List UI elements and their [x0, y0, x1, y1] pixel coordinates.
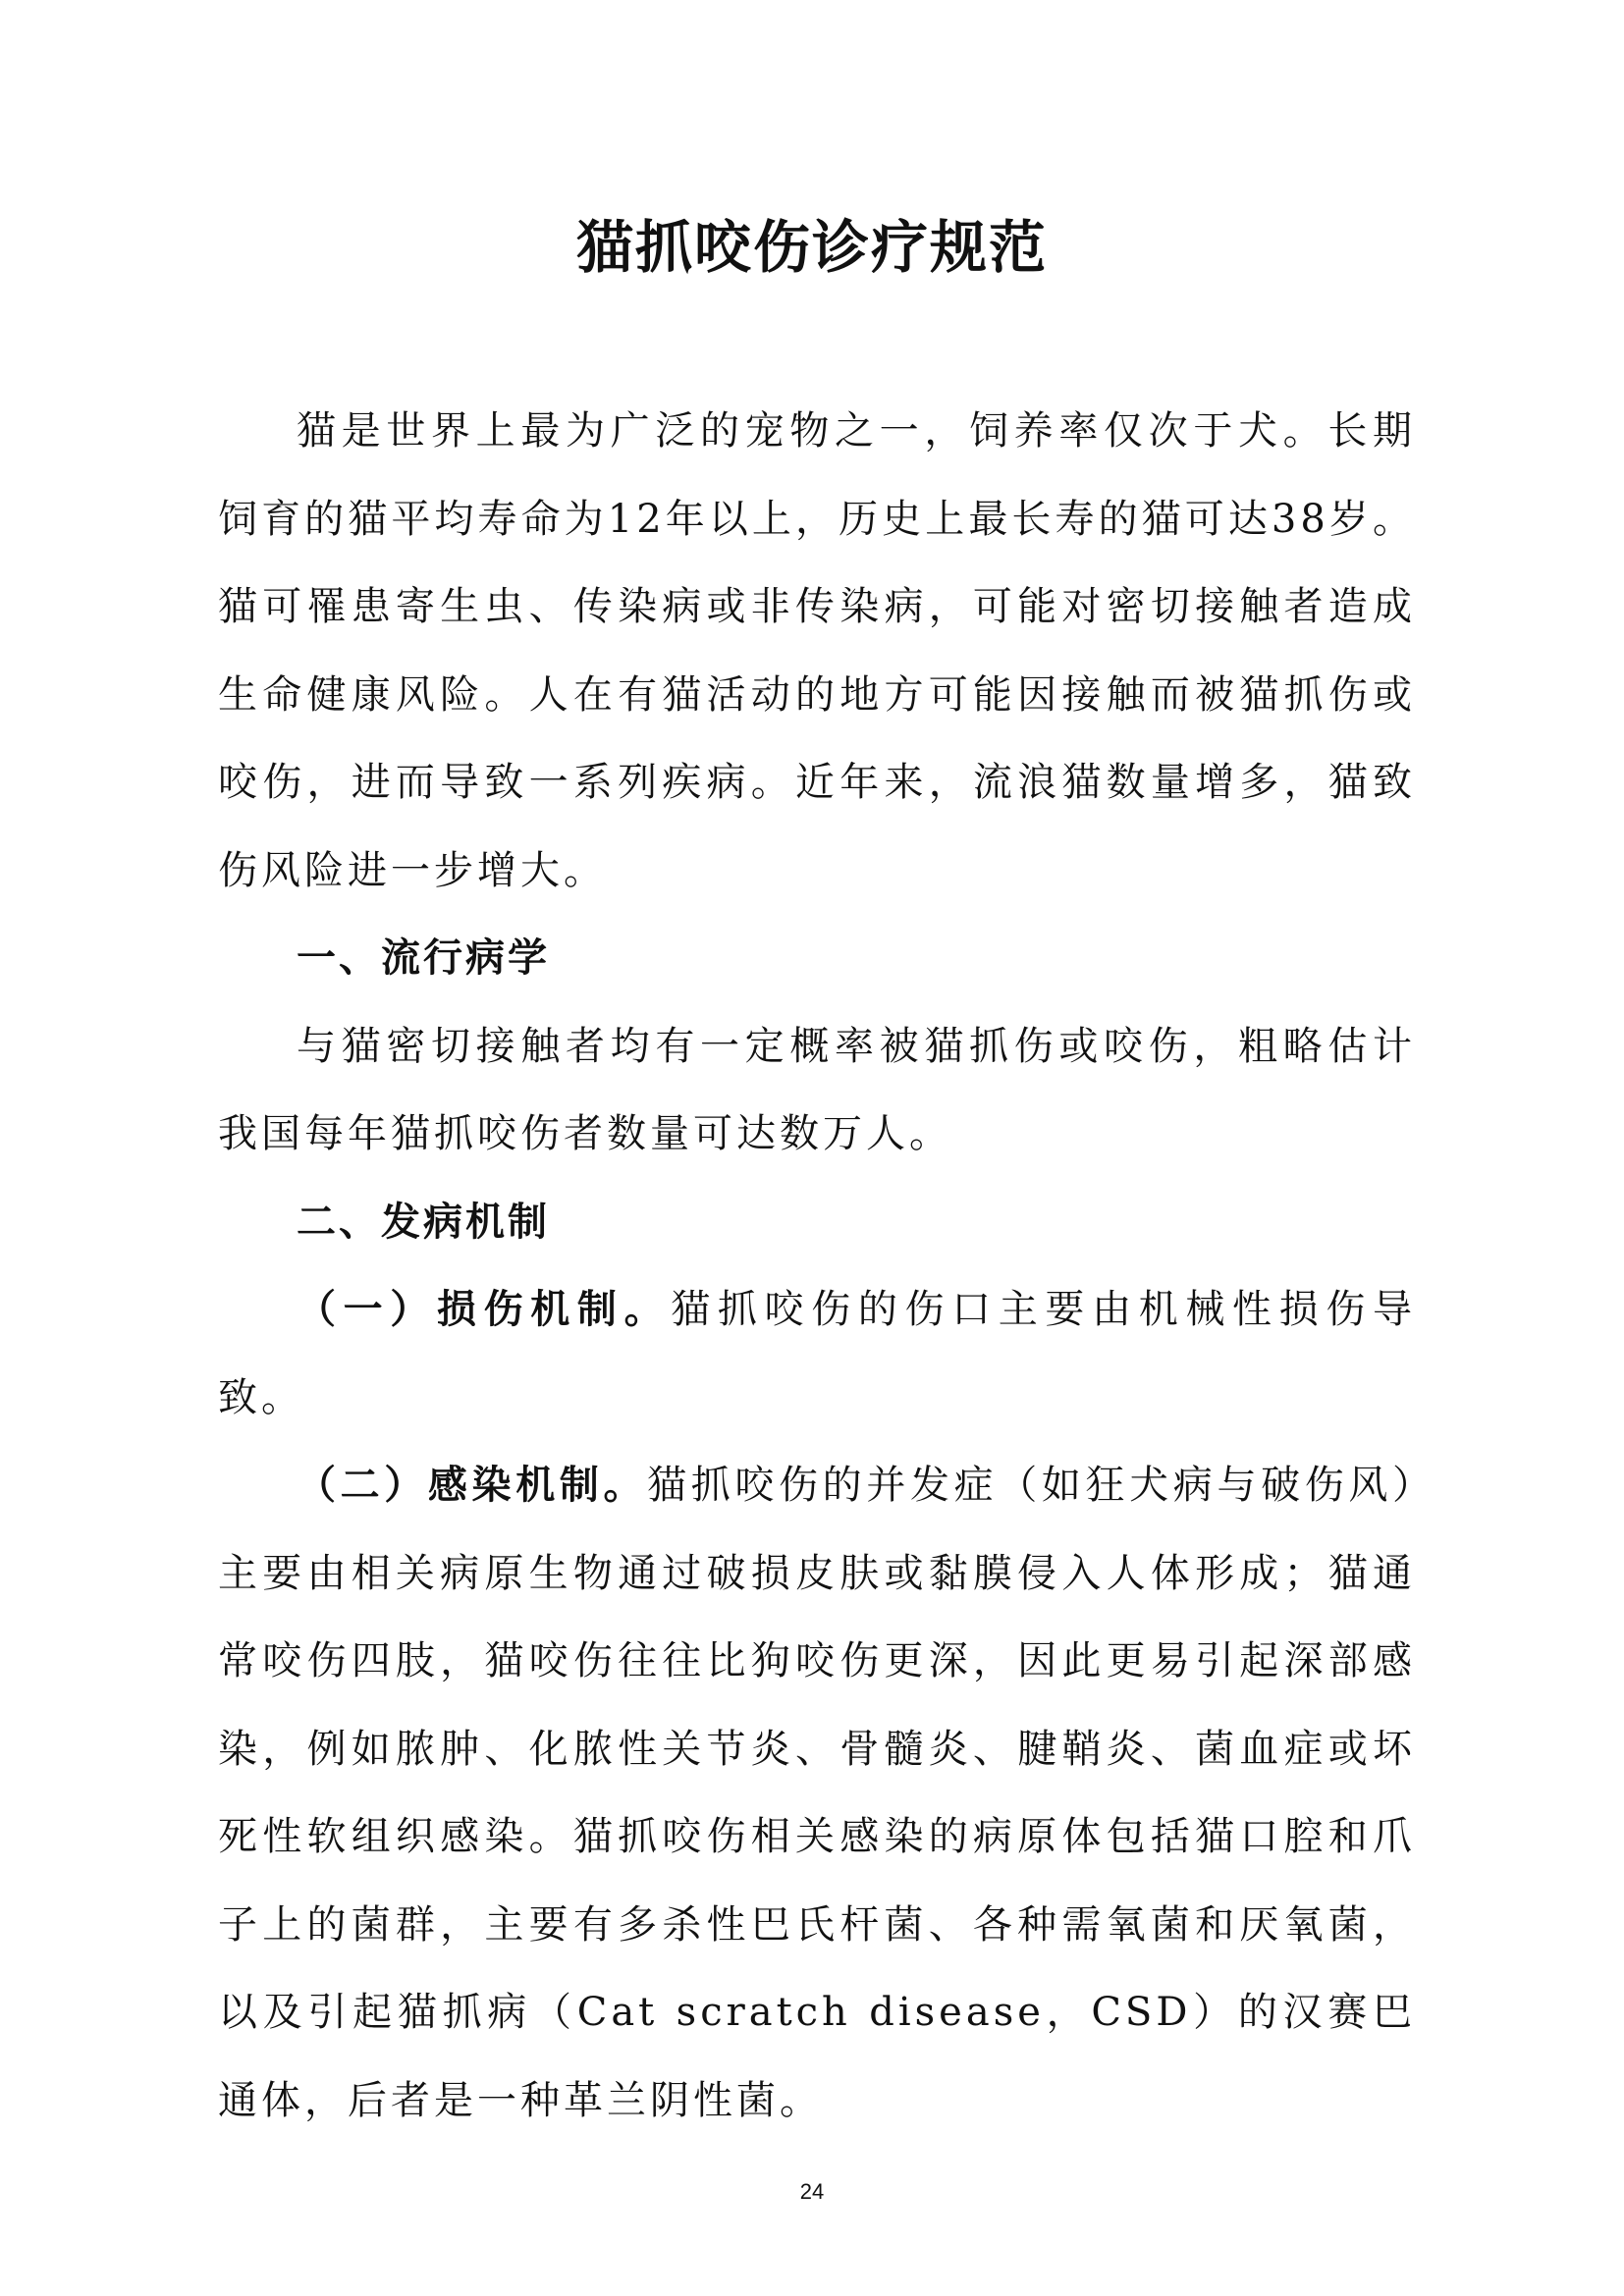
epidemiology-paragraph: 与猫密切接触者均有一定概率被猫抓伤或咬伤，粗略估计我国每年猫抓咬伤者数量可达数万人。: [218, 1023, 1416, 1156]
injury-mechanism-paragraph: [218, 1266, 1416, 1442]
page-number: 24: [799, 2179, 825, 2204]
infection-mechanism-paragraph: [218, 1442, 1416, 2145]
injury-mechanism-lead: （一）损伤机制。: [297, 1287, 672, 1332]
section-heading-epidemiology: 一、流行病学: [297, 935, 550, 981]
intro-paragraph: 猫是世界上最为广泛的宠物之一，饲养率仅次于犬。长期饲育的猫平均寿命为12年以上，历史上最长寿的猫可达38岁。猫可罹患寄生虫、传染病或非传染病，可能对密切接触者造成生命健康风险。人在有猫活动的地方可能因接触而被猫抓伤或咬伤，进而导致一系列疾病。近年来，流浪猫数量增多，猫致伤风险进一步增大。: [218, 408, 1416, 893]
injury-mechanism-text: 猫抓咬伤的伤口主要由机械性损伤导致。: [218, 1287, 1417, 1420]
infection-mechanism-lead: （二）感染机制。: [297, 1463, 648, 1508]
section-heading-pathogenesis: 二、发病机制: [297, 1199, 550, 1245]
document-body: [218, 388, 1416, 2145]
infection-mechanism-text: 猫抓咬伤的并发症（如狂犬病与破伤风）主要由相关病原生物通过破损皮肤或黏膜侵入人体形成；猫通常咬伤四肢，猫咬伤往往比狗咬伤更深，因此更易引起深部感染，例如脓肿、化脓性关节炎、骨髓炎、腱鞘炎、菌血症或坏死性软组织感染。猫抓咬伤相关感染的病原体包括猫口腔和爪子上的菌群，主要有多杀性巴氏杆菌、各种需氧菌和厌氧菌，以及引起猫抓病（Cat scratch disease，CSD）的汉赛巴通体，后者是一种革兰阴性菌。: [218, 1463, 1417, 2123]
document-title: 猫抓咬伤诊疗规范: [575, 214, 1048, 281]
